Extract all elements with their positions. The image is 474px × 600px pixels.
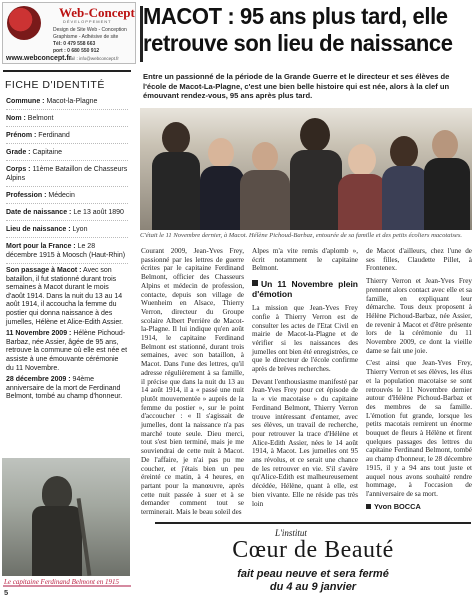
photo-person — [252, 142, 278, 172]
field-value: Le 28 décembre 1915 à Moosch (Haut-Rhin) — [6, 242, 126, 259]
identity-field — [6, 93, 128, 110]
paragraph-text: Hélène Pichoud-Barbaz, née Assier, âgée de 95 ans, retrouve la commune où elle est née et assiste à une émouvante cérémonie du 11 Novembre. — [6, 330, 128, 372]
photo-person — [424, 158, 470, 230]
paragraph-label: 28 décembre 2009 : — [6, 376, 71, 384]
identity-field — [6, 204, 128, 221]
article-paragraph: Courant 2009, Jean-Yves Frey, passionné par les lettres de guerre écrites par le capitaine Ferdinand Belmont, officier des Chasseurs Alpins et médecin de profession, contacte, depuis son village de Wuenheim en Alsace, Thierry Verron, directeur du Groupe scolaire Albert Perrière de Macot-la-Plagne. Il lui indique qu'en août 1914, le capitaine Ferdinand Belmont est stationné, durant trois semaines, avec son bataillon, à Macot. Dans l'une des lettres, qu'il adresse régulièrement à sa famille, il précise que dans la nuit du 13 au 14 août 1914, il a « passé une nuit plutôt mouvementée » auprès de la femme du postier », sur le point d'accoucher : « Il s'agissait de jumelles, dont la naissance n'a pas marché toute seule. Dieu merci, tout s'est bien terminé, mais je me souviendrai de cette nuit à Macot. De l'affaire, je n'ai pas pu me coucher, et j'étais bien un peu éreinté ce matin, à 4 heures, en partant pour la manœuvre, après cette nuit passée à suer et à se demander comment tout se terminerait. Mais le beau soleil des — [141, 247, 244, 517]
sidebar-paragraph — [3, 264, 131, 327]
ad-institute-name: Cœur de Beauté — [232, 537, 394, 563]
field-value: Lyon — [70, 225, 88, 233]
photo-person — [348, 144, 376, 176]
identity-field — [6, 221, 128, 238]
identity-field — [6, 127, 128, 144]
field-label: Grade : — [6, 148, 31, 156]
identity-field — [6, 238, 128, 264]
photo-person — [432, 130, 458, 160]
group-photo-caption: C'était le 11 Novembre dernier, à Macot. Hélène Pichoud-Barbaz, entourée de sa famille et des petits écoliers macotaises. — [140, 232, 463, 239]
ad-line: Tél: 0 479 558 663 — [53, 41, 96, 47]
photo-person — [338, 174, 386, 230]
sidebar-heading: FICHE D'IDENTITÉ — [5, 79, 105, 91]
photo-person — [208, 138, 234, 168]
photo-person — [240, 170, 290, 230]
photo-person — [152, 152, 200, 230]
field-value: 11ème Bataillon de Chasseurs Alpins — [6, 165, 128, 182]
field-value: Belmont — [25, 114, 54, 122]
paragraph-label: 11 Novembre 2009 : — [6, 330, 72, 338]
photo-person — [300, 118, 330, 152]
page-number: 5 — [4, 588, 9, 597]
field-label: Lieu de naissance : — [6, 225, 71, 233]
field-label: Prénom : — [6, 131, 37, 139]
article-title: MACOT : 95 ans plus tard, elle retrouve son lieu de naissance — [143, 2, 453, 56]
identity-field — [6, 161, 128, 187]
paragraph-text: Avec son bataillon, il fut stationné durant trois semaines à Macot durant le mois d'août 1914. Dans la nuit du 13 au 14 août 1914, il accoucha la femme du postier qui donna naissance à des jumelles, Hélène et Alice-Edith Assier. — [6, 267, 124, 326]
identity-field — [6, 187, 128, 204]
photo-person — [290, 150, 342, 230]
article-paragraph: Alpes m'a vite remis d'aplomb », écrit notamment le capitaine Belmont. — [252, 247, 358, 273]
ad-message-line: fait peau neuve et sera fermé — [237, 568, 389, 580]
paragraph-label: Son passage à Macot : — [6, 267, 82, 274]
beauty-institute-ad — [155, 522, 471, 598]
field-label: Date de naissance : — [6, 208, 72, 216]
article-paragraph: de Macot d'ailleurs, chez l'une de ses filles, Claudette Pillet, à Frontenex. — [366, 247, 472, 273]
photo-figure-head — [42, 476, 72, 510]
field-label: Commune : — [6, 97, 45, 105]
identity-fields — [3, 93, 131, 264]
paragraph-text: 94ème anniversaire de la mort de Ferdinand Belmont, tombé au champ d'honneur. — [6, 376, 123, 401]
article-column-1 — [141, 247, 244, 521]
field-label: Nom : — [6, 114, 26, 122]
photo-person — [200, 166, 244, 230]
field-value: Macot-la-Plagne — [44, 97, 98, 105]
article-paragraph: Devant l'enthousiasme manifesté par Jean-Yves Frey pour cet épisode de la « vie macotaise » du capitaine Ferdinand Belmont, Thierry Verron trouve intéressant d'entamer, avec ses élèves, un travail de recherche, pour retrouver la trace d'Hélène et Alice-Edith Assier, nées le 14 août 1914, à Macot. Les jumelles ont 95 ans révolus, et ce serait une chance de les retrouver en vie. S'il s'avère qu'Alice-Edith est malheureusement décédée, Hélène, quant à elle, est bien vivante. Elle ne réside pas très loin — [252, 377, 358, 508]
photo-person — [162, 122, 190, 154]
identity-field — [6, 110, 128, 127]
photo-person — [382, 166, 428, 230]
field-value: Capitaine — [30, 148, 63, 156]
ad-url: www.webconcept.fr — [6, 55, 72, 62]
identity-field — [6, 144, 128, 161]
field-value: Ferdinand — [36, 131, 70, 139]
article-signature — [366, 503, 472, 512]
ad-tagline: DÉVELOPPEMENT — [63, 19, 112, 24]
sidebar-paragraph — [3, 373, 131, 402]
article-paragraph: La mission que Jean-Yves Frey confie à Thierry Verron est de consulter les actes de l'Etat Civil en mairie de Macot-la-Plagne et de vérifier si les naissances des jumelles ont bien été enregistrées, ce que le directeur de l'école confirme après de brèves recherches. — [252, 304, 358, 374]
captain-portrait-photo — [2, 458, 130, 576]
group-photo — [140, 108, 472, 230]
field-label: Mort pour la France : — [6, 242, 76, 250]
ad-message — [155, 568, 471, 594]
article-column-2 — [252, 247, 358, 512]
ad-line: Design de Site Web - Conception — [53, 27, 127, 33]
web-concept-logo-icon — [7, 6, 41, 40]
field-label: Profession : — [6, 191, 47, 199]
ad-email: mail : info@webconcept.fr — [67, 56, 119, 61]
ad-institute-label: L'institut — [275, 528, 307, 538]
bullet-square-icon — [252, 280, 258, 286]
portrait-caption: Le capitaine Ferdinand Belmont en 1915 — [4, 578, 120, 586]
ad-brand: Web-Concept — [59, 5, 135, 20]
sidebar-paragraph — [3, 327, 131, 373]
field-label: Corps : — [6, 165, 31, 173]
article-subhead — [252, 279, 358, 299]
photo-figure-body — [32, 506, 82, 576]
article-paragraph: C'est ainsi que Jean-Yves Frey, Thierry Verron et ses élèves, les élus et la population macotaise se sont retrouvés le 11 Novembre dernier autour d'Hélène Pichoud-Barbaz et des membres de sa famille. L'émotion fut grande, lorsque les petits macotais remirent un énorme bouquet de fleurs à Hélène et firent quelques passages des lettres du capitaine Ferdinand Belmont, tombé au champ d'honneur, le 28 décembre 1915, il y a 94 ans tout juste et auquel nous avons souhaité rendre hommage, à l'occasion de l'anniversaire de sa mort. — [366, 359, 472, 498]
article-paragraph: Thierry Verron et Jean-Yves Frey prennent alors contact avec elle et sa famille, en expliquant leur démarche. Tous deux proposent à Hélène Pichoud-Barbaz, née Assier, de revenir à Macot et d'être présente lors de la cérémonie du 11 Novembre 2009, ce dont la vieille dame se fait une joie. — [366, 277, 472, 355]
subhead-text: Un 11 Novembre plein d'émotion — [252, 279, 358, 300]
signature-text: Yvon BOCCA — [374, 501, 421, 511]
ad-line: Graphisme - Adhésive de site — [53, 34, 119, 40]
field-value: Médecin — [46, 191, 75, 199]
article-lede: Entre un passionné de la période de la Grande Guerre et le directeur et ses élèves de l'école de Macot-La-Plagne, c'est une bien belle histoire qui est née, alors à la clef un émouvant rendez-vous, 95 ans après plus tard. — [143, 72, 450, 101]
article-column-3 — [366, 247, 472, 511]
web-concept-ad — [2, 2, 136, 64]
field-value: Le 13 août 1890 — [71, 208, 124, 216]
bullet-square-icon — [366, 504, 371, 509]
ad-line: port : 0 680 550 912 — [53, 48, 100, 54]
ad-message-line: du 4 au 9 janvier — [269, 581, 357, 593]
photo-person — [390, 136, 418, 168]
